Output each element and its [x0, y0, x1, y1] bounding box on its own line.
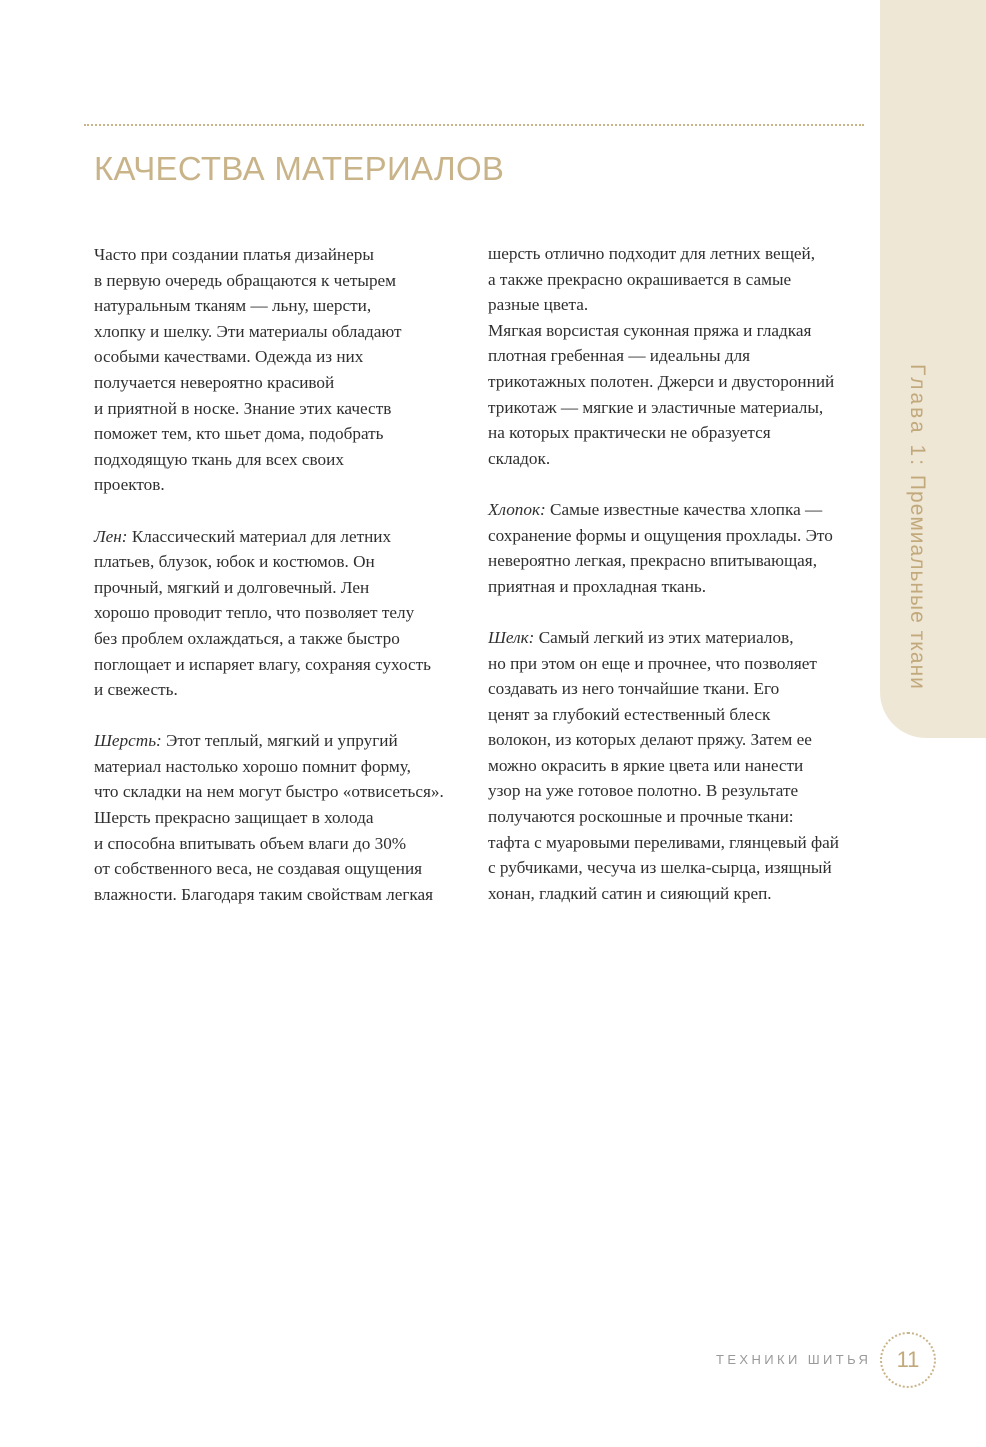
- text-line: Мягкая ворсистая суконная пряжа и гладкая: [488, 320, 812, 340]
- text-line: сохранение формы и ощущения прохлады. Это: [488, 525, 833, 545]
- text-line: [94, 728, 474, 754]
- text-line: на которых практически не образуется: [488, 423, 771, 443]
- text-line: но при этом он еще и прочнее, что позволяет: [488, 653, 817, 673]
- wool-paragraph: [94, 728, 474, 907]
- text-line: проектов.: [94, 475, 165, 495]
- text-line: Шерсть прекрасно защищает в холода: [94, 808, 374, 828]
- text-line: ценят за глубокий естественный блеск: [488, 704, 771, 724]
- wool-first-line: Этот теплый, мягкий и упругий: [161, 731, 398, 751]
- cotton-term: Хлопок:: [488, 499, 546, 519]
- text-line: влажности. Благодаря таким свойствам легкая: [94, 884, 434, 904]
- text-line: [488, 497, 868, 523]
- text-line: приятная и прохладная ткань.: [488, 576, 707, 596]
- text-line: получаются роскошные и прочные ткани:: [488, 807, 794, 827]
- text-line: хонан, гладкий сатин и сияющий креп.: [488, 883, 772, 903]
- page-title: КАЧЕСТВА МАТЕРИАЛОВ: [94, 150, 505, 187]
- chapter-prefix: Глава 1:: [906, 364, 929, 469]
- silk-first-line: Самый легкий из этих материалов,: [534, 627, 794, 647]
- text-line: создавать из него тончайшие ткани. Его: [488, 679, 780, 699]
- right-column: [488, 241, 868, 906]
- chapter-tab: [880, 0, 986, 738]
- text-line: трикотаж — мягкие и эластичные материалы,: [488, 397, 824, 417]
- text-line: можно окрасить в яркие цвета или нанести: [488, 755, 804, 775]
- text-line: материал настолько хорошо помнит форму,: [94, 756, 411, 776]
- chapter-title: Премиальные ткани: [906, 474, 929, 690]
- footer-book-title: ТЕХНИКИ ШИТЬЯ: [716, 1352, 872, 1367]
- text-line: хорошо проводит тепло, что позволяет телу: [94, 603, 415, 623]
- text-line: тафта с муаровыми переливами, глянцевый фай: [488, 832, 839, 852]
- text-line: [488, 625, 868, 651]
- left-column: [94, 242, 474, 907]
- cotton-first-line: Самые известные качества хлопка —: [545, 499, 823, 519]
- text-line: и свежесть.: [94, 680, 178, 700]
- silk-term: Шелк:: [488, 627, 535, 647]
- text-line: разные цвета.: [488, 295, 589, 315]
- cotton-paragraph: [488, 497, 868, 599]
- text-line: особыми качествами. Одежда из них: [94, 347, 364, 367]
- text-line: хлопку и шелку. Эти материалы обладают: [94, 321, 402, 341]
- text-line: узор на уже готовое полотно. В результате: [488, 781, 799, 801]
- linen-paragraph: [94, 524, 474, 703]
- text-line: без проблем охлаждаться, а также быстро: [94, 628, 400, 648]
- text-line: а также прекрасно окрашивается в самые: [488, 269, 792, 289]
- header-dotted-rule: [84, 124, 864, 126]
- text-line: натуральным тканям — льну, шерсти,: [94, 296, 372, 316]
- silk-paragraph: [488, 625, 868, 907]
- wool-term: Шерсть:: [94, 731, 162, 751]
- text-line: получается невероятно красивой: [94, 372, 335, 392]
- page-number-value: 11: [896, 1347, 920, 1372]
- linen-term: Лен:: [94, 526, 128, 546]
- intro-paragraph: [94, 242, 474, 498]
- text-line: волокон, из которых делают пряжу. Затем ее: [488, 730, 812, 750]
- text-line: шерсть отлично подходит для летних вещей,: [488, 244, 816, 263]
- text-line: подходящую ткань для всех своих: [94, 449, 344, 469]
- wool-continued-paragraph: [488, 241, 868, 471]
- text-line: складок.: [488, 448, 551, 468]
- page-number: [880, 1332, 936, 1388]
- text-line: от собственного веса, не создавая ощущения: [94, 859, 423, 879]
- text-line: что складки на нем могут быстро «отвисеться».: [94, 782, 444, 802]
- text-line: и приятной в носке. Знание этих качеств: [94, 398, 392, 418]
- text-line: трикотажных полотен. Джерси и двусторонний: [488, 371, 835, 391]
- linen-first-line: Классический материал для летних: [127, 526, 392, 546]
- text-line: платьев, блузок, юбок и костюмов. Он: [94, 552, 375, 572]
- text-line: невероятно легкая, прекрасно впитывающая,: [488, 551, 818, 571]
- text-line: Часто при создании платья дизайнеры: [94, 245, 374, 264]
- text-line: и способна впитывать объем влаги до 30%: [94, 833, 407, 853]
- text-line: с рубчиками, чесуча из шелка-сырца, изящный: [488, 858, 832, 878]
- text-line: поглощает и испаряет влагу, сохраняя сухость: [94, 654, 431, 674]
- text-line: [94, 524, 474, 550]
- chapter-label: [905, 364, 929, 690]
- text-line: в первую очередь обращаются к четырем: [94, 270, 397, 290]
- text-line: плотная гребенная — идеальны для: [488, 346, 751, 366]
- text-line: поможет тем, кто шьет дома, подобрать: [94, 424, 384, 444]
- text-line: прочный, мягкий и долговечный. Лен: [94, 577, 370, 597]
